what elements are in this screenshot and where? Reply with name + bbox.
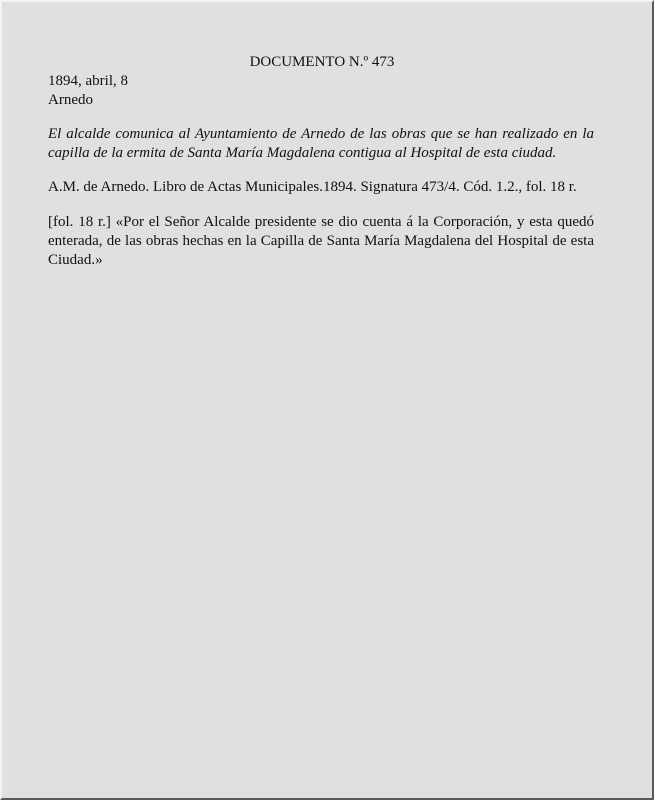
document-place: Arnedo: [48, 92, 93, 108]
document-summary: El alcalde comunica al Ayuntamiento de Arnedo de las obras que se han realizado en la capilla de la ermita de Santa María Magdalena contigua al Hospital de esta ciudad.: [48, 126, 594, 161]
document-title: DOCUMENTO N.º 473: [249, 54, 395, 70]
archive-reference: A.M. de Arnedo. Libro de Actas Municipales.1894. Signatura 473/4. Cód. 1.2., fol. 18 r.: [48, 179, 577, 195]
document-transcription: [fol. 18 r.] «Por el Señor Alcalde presidente se dio cuenta á la Corporación, y esta quedó enterada, de las obras hechas en la Capilla de Santa María Magdalena del Hospital de esta Ciudad.»: [48, 214, 594, 268]
document-date: 1894, abril, 8: [48, 73, 128, 89]
